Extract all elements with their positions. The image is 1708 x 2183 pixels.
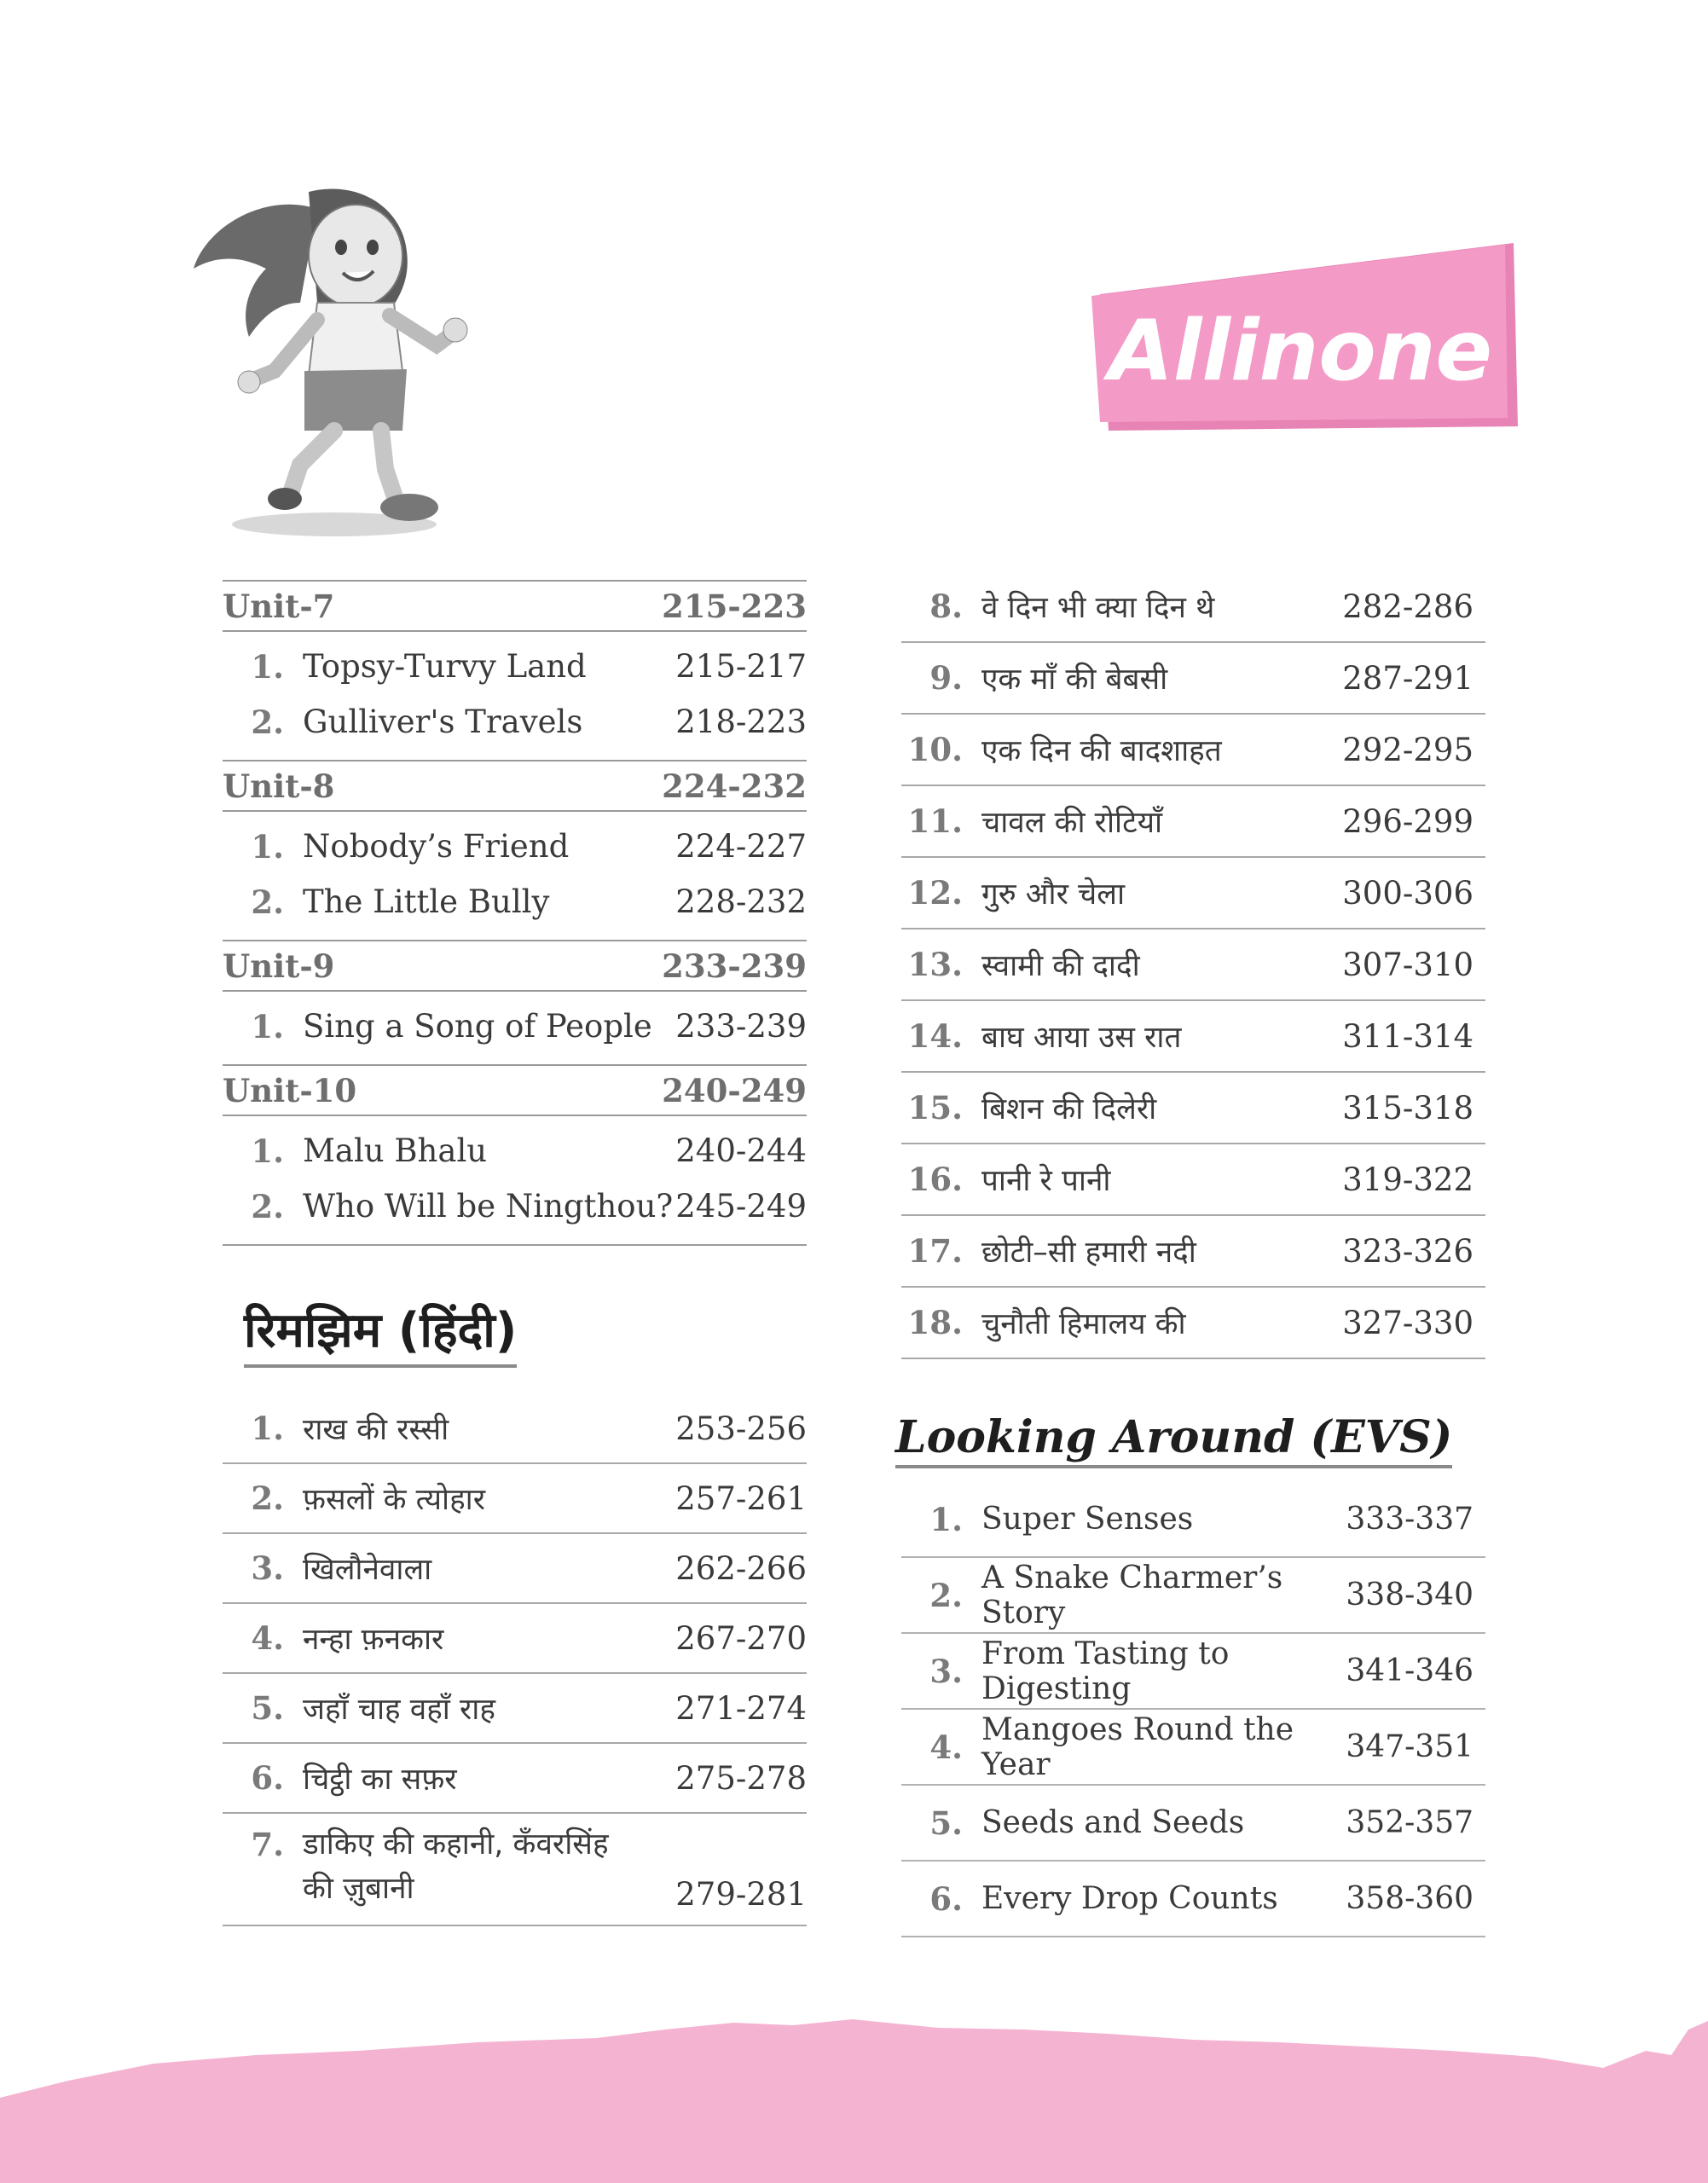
lesson-row: 13. स्वामी की दादी 307-310 bbox=[901, 929, 1485, 1001]
evs-contents bbox=[901, 1482, 1485, 1937]
lesson-row: 17. छोटी–सी हमारी नदी 323-326 bbox=[901, 1216, 1485, 1288]
lesson-row: 4. Mangoes Round the Year 347-351 bbox=[901, 1710, 1485, 1786]
lesson-row: 11. चावल की रोटियाँ 296-299 bbox=[901, 786, 1485, 858]
lesson-row: 7. डाकिए की कहानी, कँवरसिंह की ज़ुबानी 279-281 bbox=[223, 1814, 807, 1926]
lesson-row: 15. बिशन की दिलेरी 315-318 bbox=[901, 1073, 1485, 1144]
lesson-row: 9. एक माँ की बेबसी 287-291 bbox=[901, 643, 1485, 715]
bottom-pink-wave bbox=[0, 2004, 1708, 2183]
unit-heading: Unit-8 224-232 bbox=[223, 761, 807, 812]
lesson-row: 1. Topsy-Turvy Land 215-217 bbox=[251, 647, 807, 686]
svg-text:Allinone: Allinone bbox=[1109, 303, 1492, 400]
hindi-section-title: रिमझिम (हिंदी) bbox=[244, 1296, 517, 1368]
running-girl-illustration bbox=[189, 175, 471, 541]
lesson-row: 2. A Snake Charmer’s Story 338-340 bbox=[901, 1558, 1485, 1634]
unit-block bbox=[223, 940, 807, 1064]
lesson-row: 5. Seeds and Seeds 352-357 bbox=[901, 1786, 1485, 1862]
lesson-row: 14. बाघ आया उस रात 311-314 bbox=[901, 1001, 1485, 1073]
unit-block bbox=[223, 760, 807, 940]
lesson-row: 1. राख की रस्सी 253-256 bbox=[223, 1394, 807, 1464]
lesson-row: 3. खिलौनेवाला 262-266 bbox=[223, 1534, 807, 1604]
unit-block bbox=[223, 580, 807, 760]
lesson-row: 5. जहाँ चाह वहाँ राह 271-274 bbox=[223, 1674, 807, 1744]
lesson-row: 1. Super Senses 333-337 bbox=[901, 1482, 1485, 1558]
lesson-row: 4. नन्हा फ़नकार 267-270 bbox=[223, 1604, 807, 1674]
lesson-row: 10. एक दिन की बादशाहत 292-295 bbox=[901, 715, 1485, 786]
lesson-row: 2. Who Will be Ningthou? 245-249 bbox=[251, 1187, 807, 1225]
unit-heading: Unit-9 233-239 bbox=[223, 941, 807, 992]
lesson-row: 1. Sing a Song of People 233-239 bbox=[251, 1007, 807, 1045]
lesson-row: 12. गुरु और चेला 300-306 bbox=[901, 858, 1485, 929]
lesson-row: 3. From Tasting to Digesting 341-346 bbox=[901, 1634, 1485, 1710]
evs-section-title: Looking Around (EVS) bbox=[895, 1411, 1452, 1468]
unit-heading: Unit-7 215-223 bbox=[223, 582, 807, 632]
lesson-row: 1. Nobody’s Friend 224-227 bbox=[251, 827, 807, 866]
unit-block bbox=[223, 1064, 807, 1246]
english-contents bbox=[223, 580, 807, 1246]
lesson-row: 8. वे दिन भी क्या दिन थे 282-286 bbox=[901, 571, 1485, 643]
lesson-row: 1. Malu Bhalu 240-244 bbox=[251, 1132, 807, 1170]
lesson-row: 18. चुनौती हिमालय की 327-330 bbox=[901, 1288, 1485, 1359]
lesson-row: 6. चिट्ठी का सफ़र 275-278 bbox=[223, 1744, 807, 1814]
lesson-row: 2. Gulliver's Travels 218-223 bbox=[251, 703, 807, 741]
lesson-row: 16. पानी रे पानी 319-322 bbox=[901, 1144, 1485, 1216]
lesson-row: 2. The Little Bully 228-232 bbox=[251, 883, 807, 921]
allinone-logo bbox=[1083, 235, 1526, 439]
hindi-contents-left bbox=[223, 1394, 807, 1926]
lesson-row: 6. Every Drop Counts 358-360 bbox=[901, 1862, 1485, 1937]
hindi-contents-right bbox=[901, 571, 1485, 1359]
unit-heading: Unit-10 240-249 bbox=[223, 1066, 807, 1116]
lesson-row: 2. फ़सलों के त्योहार 257-261 bbox=[223, 1464, 807, 1534]
